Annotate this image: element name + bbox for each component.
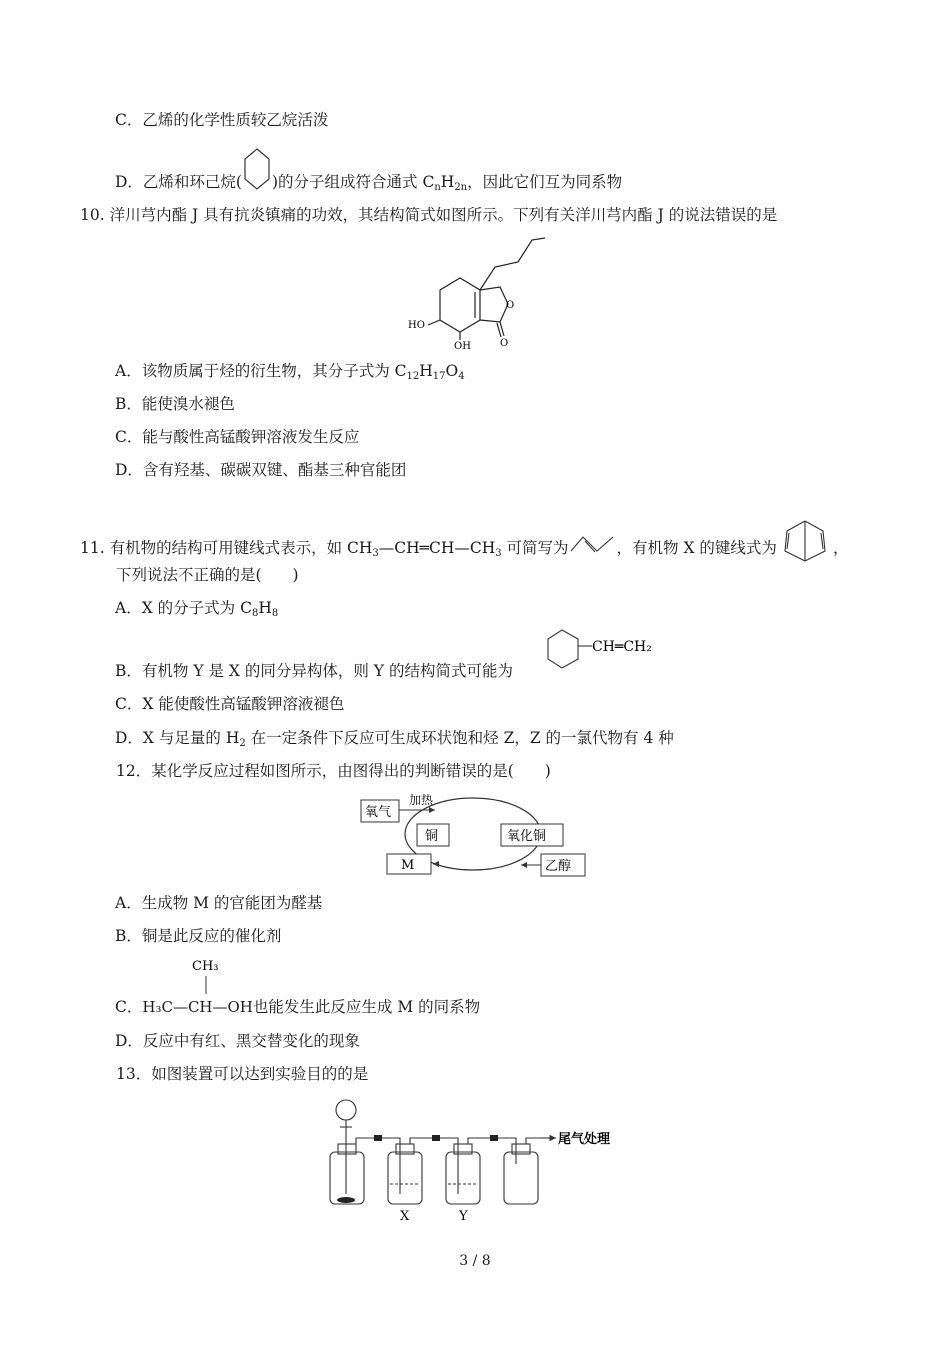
q10-option-d: D．含有羟基、碳碳双键、酯基三种官能团 xyxy=(115,461,407,479)
question-10-stem: 10. 洋川芎内酯 J 具有抗炎镇痛的功效，其结构简式如图所示。下列有关洋川芎内酯 J 的说法错误的是 xyxy=(80,206,778,224)
bottle-x-label: X xyxy=(400,1209,410,1224)
option-c-prev: C．乙烯的化学性质较乙烷活泼 xyxy=(115,111,329,129)
cyclohexane-icon xyxy=(242,147,272,193)
ring-o-label: O xyxy=(506,300,515,311)
page-number: 3 / 8 xyxy=(459,1253,491,1269)
oh-label: OH xyxy=(454,341,471,352)
q12-option-c: C．H₃C—CH—OH也能发生此反应生成 M 的同系物 xyxy=(115,998,481,1016)
styrene-vinyl-label: CH═CH₂ xyxy=(592,639,652,655)
option-c-formula: H₃C—CH—OH xyxy=(142,998,253,1016)
q10-option-a: A．该物质属于烃的衍生物，其分子式为 $C_{12}H_{17}O_4$ xyxy=(115,362,465,382)
heat-label: 加热 xyxy=(409,793,434,807)
question-13-stem: 13．如图装置可以达到实验目的的是 xyxy=(116,1065,369,1083)
q11-option-c: C．X 能使酸性高锰酸钾溶液褪色 xyxy=(115,695,345,713)
q12-option-b: B．铜是此反应的催化剂 xyxy=(115,927,282,945)
question-11-stem-line2: 下列说法不正确的是( ) xyxy=(116,566,299,584)
q10-structure-figure xyxy=(400,232,560,352)
tail-gas-label: 尾气处理 xyxy=(558,1132,611,1147)
bottle-y-label: Y xyxy=(459,1209,468,1224)
bicyclic-x-icon xyxy=(777,517,833,565)
q11-option-d: D．X 与足量的 $H_2$ 在一定条件下反应可生成环状饱和烃 Z，Z 的一氯代物有 4 种 xyxy=(115,729,674,749)
question-11-stem: 11. 有机物的结构可用键线式表示，如 $CH_3—CH═CH—CH_3$ 可简写为 ，有机物 X 的键线式为 ， xyxy=(80,531,848,565)
q10-option-c: C．能与酸性高锰酸钾溶液发生反应 xyxy=(115,428,360,446)
butene-skeletal-icon xyxy=(569,531,617,555)
ch3-branch-label: CH₃ xyxy=(192,959,219,974)
copper-label: 铜 xyxy=(425,829,439,844)
q12-cycle-diagram xyxy=(355,788,595,880)
q12-option-d: D．反应中有红、黑交替变化的现象 xyxy=(115,1032,360,1050)
ethanol-label: 乙醇 xyxy=(545,859,572,874)
copper-oxide-label: 氧化铜 xyxy=(507,829,547,844)
q11-option-b: B．有机物 Y 是 X 的同分异构体，则 Y 的结构简式可能为 xyxy=(115,662,513,680)
option-d-prev: D．乙烯和环己烷( )的分子组成符合通式 $C_nH_{2n}$，因此它们互为同系物 xyxy=(115,171,622,193)
carbonyl-o-label: O xyxy=(500,338,509,349)
q13-apparatus-figure xyxy=(320,1094,630,1226)
q11-option-a: A．X 的分子式为 $C_8H_8$ xyxy=(115,599,279,619)
question-12-stem: 12．某化学反应过程如图所示，由图得出的判断错误的是( ) xyxy=(116,762,551,780)
q10-option-b: B．能使溴水褪色 xyxy=(115,395,235,413)
styrene-structure-figure xyxy=(544,626,674,682)
q12-option-a: A．生成物 M 的官能团为醛基 xyxy=(115,894,323,912)
oxygen-label: 氧气 xyxy=(365,805,392,820)
m-label: M xyxy=(401,858,415,873)
ho-label: HO xyxy=(408,320,425,331)
